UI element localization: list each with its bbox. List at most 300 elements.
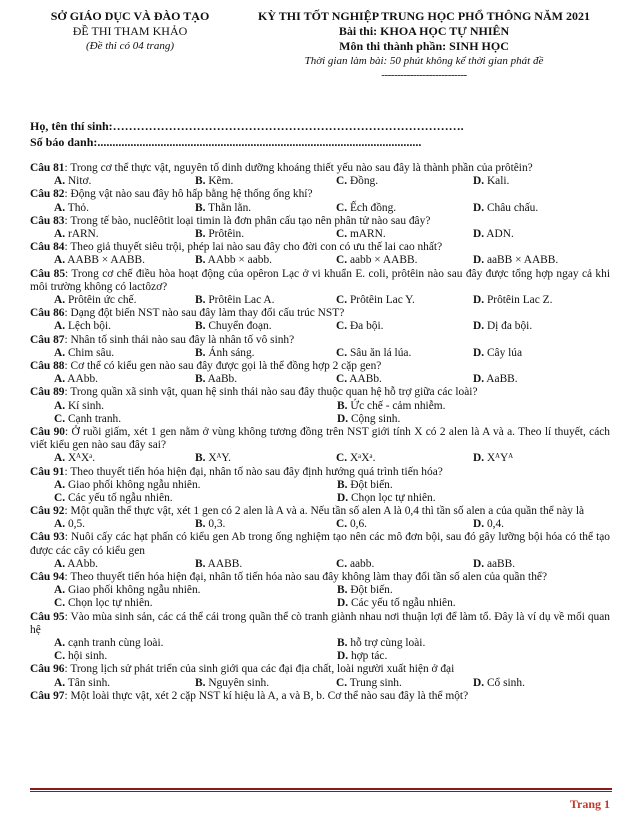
option-row <box>30 347 610 360</box>
answer-option <box>30 347 171 360</box>
answer-option <box>313 597 596 610</box>
option-row <box>30 650 610 663</box>
question-stem <box>30 241 610 254</box>
question-separator: : <box>64 505 71 518</box>
option-row <box>30 518 610 531</box>
option-text: 0,4. <box>486 518 505 531</box>
option-text: AaBb. <box>207 373 238 386</box>
option-row <box>30 584 610 597</box>
option-label: A. <box>54 293 66 306</box>
option-label: B. <box>195 373 206 386</box>
option-row <box>30 175 610 188</box>
question-text: Trong quần xã sinh vật, quan hệ sinh thái nào sau đây thuộc quan hệ hỗ trợ giữa các loài? <box>70 386 478 399</box>
option-label: D. <box>337 650 349 663</box>
question-stem <box>30 505 610 518</box>
header-left <box>30 9 230 54</box>
answer-option <box>453 320 594 333</box>
option-label: B. <box>195 676 206 689</box>
answer-option <box>312 347 453 360</box>
answer-option <box>171 294 312 307</box>
question-number: Câu 93 <box>30 531 65 544</box>
option-label: A. <box>54 637 66 650</box>
question-text: Một loài thực vật, xét 2 cặp NST kí hiệu là A, a và B, b. Cơ thể nào sau đây là thể một? <box>70 689 469 702</box>
option-text: ADN. <box>486 227 514 240</box>
answer-option <box>171 320 312 333</box>
question-text: Động vật nào sau đây hô hấp bằng hệ thống ống khí? <box>70 188 313 201</box>
question-separator: : <box>64 571 71 584</box>
question-stem <box>30 307 610 320</box>
option-text: Cây lúa <box>486 346 523 359</box>
option-row <box>30 677 610 690</box>
option-text: hỗ trợ cùng loài. <box>350 637 426 650</box>
question-number: Câu 94 <box>30 571 65 584</box>
answer-option <box>30 479 313 492</box>
question-separator: : <box>64 162 71 174</box>
question <box>30 334 610 360</box>
question-number: Câu 97 <box>30 689 65 702</box>
answer-option <box>453 228 594 241</box>
option-label: D. <box>473 254 485 267</box>
question-separator: : <box>64 241 71 254</box>
option-label: B. <box>195 557 206 570</box>
option-label: A. <box>54 399 66 412</box>
question-text: Vào mùa sinh sản, các cá thể cái trong quần thể cò tranh giành nhau nơi thuận lợi để làm tổ. Đây là ví dụ về mối quan hệ <box>30 610 610 636</box>
answer-option <box>312 373 453 386</box>
question <box>30 571 610 611</box>
option-label: B. <box>195 320 206 333</box>
exam-component: Môn thi thành phần: SINH HỌC <box>339 39 509 53</box>
question <box>30 466 610 506</box>
answer-option <box>453 254 594 267</box>
option-text: Nguyên sinh. <box>208 676 270 689</box>
answer-option <box>30 492 313 505</box>
answer-option <box>30 650 313 663</box>
option-text: Đa bội. <box>349 320 384 333</box>
question-number: Câu 91 <box>30 465 65 478</box>
question-stem <box>30 268 610 294</box>
question-number: Câu 87 <box>30 333 65 346</box>
question-number: Câu 81 <box>30 162 65 174</box>
option-label: D. <box>473 557 485 570</box>
exam-title: KỲ THI TỐT NGHIỆP TRUNG HỌC PHỔ THÔNG NĂM 2021 <box>258 9 590 23</box>
option-label: B. <box>337 478 348 491</box>
option-label: C. <box>54 597 66 610</box>
option-label: D. <box>473 452 485 465</box>
option-text: Đột biến. <box>350 584 393 597</box>
option-label: D. <box>473 175 485 188</box>
answer-option <box>171 254 312 267</box>
answer-option <box>30 558 171 571</box>
answer-option <box>312 254 453 267</box>
option-row <box>30 400 610 413</box>
option-text: 0,5. <box>67 518 86 531</box>
answer-option <box>171 202 312 215</box>
option-label: A. <box>54 557 66 570</box>
answer-option <box>30 597 313 610</box>
option-text: Cổ sinh. <box>486 676 525 689</box>
option-label: B. <box>195 254 206 267</box>
question-text: Theo thuyết tiến hóa hiện đại, nhân tố nào sau đây định hướng quá trình tiến hóa? <box>70 465 443 478</box>
option-text: Châu chấu. <box>486 201 539 214</box>
answer-option <box>453 347 594 360</box>
option-text: Đồng. <box>349 175 379 188</box>
option-text: AAbb. <box>67 557 98 570</box>
option-text: Chọn lọc tự nhiên. <box>350 491 436 504</box>
option-text: Thỏ. <box>67 201 89 214</box>
option-label: C. <box>54 491 66 504</box>
header-dash-line: --------------------------- <box>381 69 467 81</box>
option-label: B. <box>195 175 206 188</box>
option-label: A. <box>54 201 66 214</box>
answer-option <box>30 202 171 215</box>
option-label: A. <box>54 452 66 465</box>
option-row <box>30 373 610 386</box>
answer-option <box>30 677 171 690</box>
option-text: Prôtêin. <box>208 227 245 240</box>
answer-option <box>171 677 312 690</box>
question-stem <box>30 386 610 399</box>
question-number: Câu 95 <box>30 610 65 623</box>
option-text: Prôtêin Lac Y. <box>349 293 415 306</box>
option-label: B. <box>195 346 206 359</box>
question-separator: : <box>64 465 71 478</box>
option-text: aabb × AABB. <box>349 254 418 267</box>
answer-option <box>453 452 594 465</box>
answer-option <box>30 637 313 650</box>
question-stem <box>30 162 610 175</box>
page-number <box>570 797 610 812</box>
answer-option <box>453 175 594 188</box>
option-label: A. <box>54 254 66 267</box>
answer-option <box>30 254 171 267</box>
option-label: C. <box>336 452 348 465</box>
option-text: cạnh tranh cùng loài. <box>67 637 164 650</box>
option-label: C. <box>336 227 348 240</box>
footer-divider <box>30 788 612 790</box>
answer-option <box>30 175 171 188</box>
option-label: D. <box>337 597 349 610</box>
question-text: Một quần thể thực vật, xét 1 gen có 2 alen là A và a. Nếu tần số alen A là 0,4 thì tần số alen a của quần thể này là <box>70 505 585 518</box>
option-text: Chuyển đoạn. <box>208 320 272 333</box>
answer-option <box>453 518 594 531</box>
option-row <box>30 637 610 650</box>
question-separator: : <box>64 188 71 201</box>
option-row <box>30 558 610 571</box>
time-note: Thời gian làm bài: 50 phút không kể thời gian phát đề <box>304 55 544 67</box>
candidate-name-line: Họ, tên thí sinh:……………………………………………………………………………. <box>30 119 464 133</box>
option-text: Tân sinh. <box>67 676 111 689</box>
question <box>30 663 610 689</box>
answer-option <box>312 320 453 333</box>
option-text: Prôtêin Lac Z. <box>486 293 553 306</box>
option-text: Các yếu tố ngẫu nhiên. <box>350 597 456 610</box>
option-row <box>30 294 610 307</box>
answer-option <box>313 413 596 426</box>
question-stem <box>30 360 610 373</box>
option-label: C. <box>336 346 348 359</box>
answer-option <box>312 202 453 215</box>
question-stem <box>30 466 610 479</box>
department-name: SỞ GIÁO DỤC VÀ ĐÀO TẠO <box>50 9 210 23</box>
answer-option <box>30 584 313 597</box>
option-row <box>30 320 610 333</box>
exam-subject: Bài thi: KHOA HỌC TỰ NHIÊN <box>338 24 510 38</box>
answer-option <box>30 373 171 386</box>
option-text: mARN. <box>349 227 386 240</box>
answer-option <box>312 175 453 188</box>
question-text: Theo giả thuyết siêu trội, phép lai nào sau đây cho đời con có ưu thế lai cao nhất? <box>70 241 443 254</box>
answer-option <box>313 479 596 492</box>
question-stem <box>30 215 610 228</box>
question <box>30 426 610 466</box>
option-text: Các yếu tố ngẫu nhiên. <box>67 491 173 504</box>
answer-option <box>453 202 594 215</box>
option-label: D. <box>473 676 485 689</box>
option-text: Chọn lọc tự nhiên. <box>67 597 153 610</box>
option-text: Đột biến. <box>350 478 393 491</box>
option-text: Ánh sáng. <box>208 346 255 359</box>
option-label: C. <box>54 650 66 663</box>
answer-option <box>30 294 171 307</box>
option-label: D. <box>473 346 485 359</box>
question-number: Câu 89 <box>30 386 65 399</box>
option-label: C. <box>336 320 348 333</box>
option-text: Kali. <box>486 175 510 188</box>
option-label: A. <box>54 175 66 188</box>
answer-option <box>171 518 312 531</box>
answer-option <box>312 558 453 571</box>
answer-option <box>312 518 453 531</box>
question <box>30 188 610 214</box>
option-text: XᴬY. <box>208 452 231 465</box>
question-stem <box>30 531 610 557</box>
question <box>30 360 610 386</box>
question <box>30 162 610 188</box>
option-text: AABB × AABB. <box>67 254 145 267</box>
option-text: 0,3. <box>208 518 226 531</box>
answer-option <box>171 558 312 571</box>
answer-option <box>171 175 312 188</box>
question-number: Câu 88 <box>30 359 65 372</box>
question-separator: : <box>64 425 72 438</box>
option-label: A. <box>54 346 66 359</box>
option-text: AAbb. <box>67 373 98 386</box>
question <box>30 531 610 571</box>
question-number: Câu 83 <box>30 214 65 227</box>
answer-option <box>30 413 313 426</box>
option-text: hội sinh. <box>67 650 108 663</box>
option-text: AaBB. <box>486 373 518 386</box>
question-separator: : <box>64 689 71 702</box>
option-row <box>30 202 610 215</box>
question <box>30 690 610 703</box>
option-row <box>30 479 610 492</box>
option-row <box>30 492 610 505</box>
question-stem <box>30 611 610 637</box>
answer-option <box>30 320 171 333</box>
question-stem <box>30 426 610 452</box>
answer-option <box>171 373 312 386</box>
option-label: C. <box>336 373 348 386</box>
answer-option <box>312 228 453 241</box>
option-label: D. <box>337 491 349 504</box>
answer-option <box>313 492 596 505</box>
question-number: Câu 86 <box>30 307 65 320</box>
option-label: D. <box>473 518 485 531</box>
option-label: D. <box>473 227 485 240</box>
question-separator: : <box>64 359 71 372</box>
question-number: Câu 92 <box>30 505 65 518</box>
answer-option <box>30 228 171 241</box>
answer-option <box>313 637 596 650</box>
exam-type: ĐỀ THI THAM KHẢO <box>72 24 188 38</box>
question-text: Nuôi cấy các hạt phấn có kiểu gen Ab trong ống nghiệm tạo nên các mô đơn bội, sau đó gây lưỡng bội hóa có thể tạo được các cây có kiểu gen <box>30 531 611 557</box>
question-text: Trong tế bào, nuclêôtit loại timin là đơn phân cấu tạo nên phân tử nào sau đây? <box>70 214 431 227</box>
option-label: B. <box>195 293 206 306</box>
option-text: AAbb × aabb. <box>207 254 272 267</box>
question-stem <box>30 334 610 347</box>
question-number: Câu 90 <box>30 425 65 438</box>
question <box>30 505 610 531</box>
question <box>30 307 610 333</box>
option-text: Kí sinh. <box>67 399 105 412</box>
question-stem <box>30 663 610 676</box>
option-label: D. <box>473 201 485 214</box>
option-text: Cạnh tranh. <box>67 412 122 425</box>
option-row <box>30 228 610 241</box>
option-text: XᵃXᵃ. <box>349 452 376 465</box>
question-separator: : <box>64 531 71 544</box>
option-label: A. <box>54 373 66 386</box>
page-num: 1 <box>604 797 610 811</box>
option-row <box>30 413 610 426</box>
question-separator: : <box>64 663 71 676</box>
option-label: D. <box>473 320 485 333</box>
option-text: Prôtêin Lac A. <box>208 293 275 306</box>
option-label: C. <box>336 175 348 188</box>
option-label: A. <box>54 320 66 333</box>
option-text: aabb. <box>349 557 375 570</box>
header-right <box>228 9 620 81</box>
option-label: A. <box>54 518 66 531</box>
option-text: Prôtêin ức chế. <box>67 293 137 306</box>
option-text: Ếch đồng. <box>349 201 397 214</box>
answer-option <box>30 400 313 413</box>
option-label: B. <box>337 584 348 597</box>
question-separator: : <box>64 333 71 346</box>
option-label: C. <box>336 293 348 306</box>
option-label: B. <box>337 637 348 650</box>
answer-option <box>453 294 594 307</box>
candidate-id-line: Số báo danh:............................................................................................................ <box>30 135 422 149</box>
question-text: Nhân tố sinh thái nào sau đây là nhân tố vô sinh? <box>70 333 295 346</box>
option-text: XᴬYᴬ <box>486 452 514 465</box>
answer-option <box>171 347 312 360</box>
question <box>30 268 610 308</box>
option-text: Cộng sinh. <box>350 412 401 425</box>
option-label: D. <box>473 293 485 306</box>
answer-option <box>453 373 594 386</box>
question-text: Trong cơ chế điều hòa hoạt động của opêron Lạc ở vi khuẩn E. coli, prôtêin nào sau đây được tổng hợp ngay cả khi môi trường không có lactôzơ? <box>30 267 610 293</box>
option-label: D. <box>473 373 485 386</box>
question <box>30 386 610 426</box>
answer-option <box>312 677 453 690</box>
option-label: B. <box>195 201 206 214</box>
option-text: Lệch bội. <box>67 320 111 333</box>
question <box>30 611 610 664</box>
question-text: Trong lịch sử phát triển của sinh giới qua các đại địa chất, loài người xuất hiện ở đại <box>70 663 455 676</box>
option-label: B. <box>195 452 206 465</box>
page-word: Trang <box>569 797 601 811</box>
option-text: rARN. <box>67 227 99 240</box>
question-separator: : <box>64 214 71 227</box>
option-label: C. <box>336 676 348 689</box>
option-text: AABB. <box>207 557 243 570</box>
question-number: Câu 85 <box>30 267 66 280</box>
question-text: Theo thuyết tiến hóa hiện đại, nhân tố tiến hóa nào sau đây không làm thay đổi tần số alen của quần thể? <box>70 571 548 584</box>
page-count-note: (Đề thi có 04 trang) <box>86 40 174 52</box>
option-label: B. <box>195 518 206 531</box>
question-number: Câu 82 <box>30 188 65 201</box>
option-row <box>30 254 610 267</box>
option-text: Sâu ăn lá lúa. <box>349 346 412 359</box>
option-label: A. <box>54 584 66 597</box>
option-label: A. <box>54 478 66 491</box>
option-text: aaBB × AABB. <box>486 254 559 267</box>
footer-divider-thin <box>30 791 612 792</box>
answer-option <box>313 584 596 597</box>
option-label: D. <box>337 412 349 425</box>
question-text: Cơ thể có kiểu gen nào sau đây được gọi là thể đồng hợp 2 cặp gen? <box>70 359 382 372</box>
question-text: Trong cơ thể thực vật, nguyên tố dinh dưỡng khoáng thiết yếu nào sau đây là thành phần của prôtêin? <box>70 162 533 174</box>
option-text: Ức chế - cảm nhiễm. <box>350 399 446 412</box>
option-text: Giao phối không ngẫu nhiên. <box>67 478 201 491</box>
answer-option <box>313 400 596 413</box>
option-label: C. <box>336 557 348 570</box>
option-text: XᴬXᵃ. <box>67 452 96 465</box>
answer-option <box>30 452 171 465</box>
option-text: aaBB. <box>486 557 516 570</box>
question-number: Câu 96 <box>30 663 65 676</box>
option-label: A. <box>54 227 66 240</box>
option-text: Chim sâu. <box>67 346 115 359</box>
question-stem <box>30 690 610 703</box>
answer-option <box>312 452 453 465</box>
option-label: C. <box>54 412 66 425</box>
option-label: B. <box>195 227 206 240</box>
answer-option <box>312 294 453 307</box>
option-text: Dị đa bội. <box>486 320 533 333</box>
option-text: hợp tác. <box>350 650 388 663</box>
option-label: C. <box>336 201 348 214</box>
option-text: Giao phối không ngẫu nhiên. <box>67 584 201 597</box>
answer-option <box>171 452 312 465</box>
question-text: Dạng đột biến NST nào sau đây làm thay đổi cấu trúc NST? <box>70 307 345 320</box>
answer-option <box>453 558 594 571</box>
question-text: Ở ruồi giấm, xét 1 gen nằm ở vùng không tương đồng trên NST giới tính X có 2 alen là A và a. Theo lí thuyết, cách viết kiểu gen nào sau đây sai? <box>30 425 610 452</box>
option-label: C. <box>336 254 348 267</box>
question-separator: : <box>64 386 71 399</box>
question-number: Câu 84 <box>30 241 65 254</box>
question <box>30 215 610 241</box>
option-text: Thằn lằn. <box>208 201 252 214</box>
question <box>30 241 610 267</box>
question-separator: : <box>65 267 72 280</box>
option-text: Trung sinh. <box>349 676 402 689</box>
option-text: 0,6. <box>349 518 368 531</box>
answer-option <box>171 228 312 241</box>
option-label: B. <box>337 399 348 412</box>
